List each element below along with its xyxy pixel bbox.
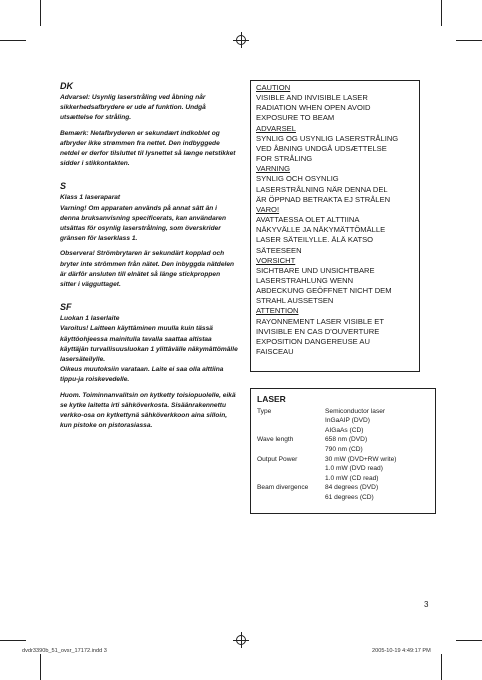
crop-mark-top-right-v bbox=[441, 0, 442, 26]
laser-spec-value: 658 nm (DVD) bbox=[325, 436, 368, 444]
section-heading-s: S bbox=[60, 181, 67, 192]
laser-spec-value: 30 mW (DVD+RW write) bbox=[325, 455, 397, 463]
caution-line: SYNLIG OG USYNLIG LASERSTRÅLING bbox=[256, 133, 399, 143]
paragraph-dk-warning: Advarsel: Usynlig laserstråling ved åbning når sikkerhedsafbrydere er ude af funktion. Undgå utsættelse for stråling. bbox=[60, 94, 206, 122]
laser-spec-key: Wave length bbox=[257, 436, 294, 444]
laser-spec-value: 1.0 mW (CD read) bbox=[325, 474, 379, 482]
laser-spec-value: 84 degrees (DVD) bbox=[325, 484, 379, 492]
paragraph-dk-note: Bemærk: Netafbryderen er sekundært indkoblet og afbryder ikke strømmen fra nettet. Den indbyggede netdel er derfor tilsluttet til lysnettet så længe netstikket sidder i stikkontakten. bbox=[60, 129, 236, 168]
laser-spec-key: Type bbox=[257, 407, 272, 415]
caution-heading: VARNING bbox=[256, 164, 291, 174]
caution-line: RADIATION WHEN OPEN AVOID bbox=[256, 103, 371, 113]
crop-mark-bottom-right-h bbox=[456, 640, 482, 641]
caution-heading: ATTENTION bbox=[256, 306, 299, 316]
caution-line: SYNLIG OCH OSYNLIG bbox=[256, 174, 339, 184]
caution-label-box bbox=[250, 80, 420, 372]
caution-line: VED ÅBNING UNDGÅ UDSÆTTELSE bbox=[256, 143, 387, 153]
caution-line: LASER SÄTEILYLLE. ÄLÄ KATSO bbox=[256, 235, 374, 245]
laser-spec-values bbox=[325, 483, 429, 502]
paragraph-sf-note: Huom. Toiminnanvalitsin on kytketty toisiopuolelle, eikä se kytke laitetta irti sähköverkosta. Sisäänrakennettu verkko-osa on kytkettynä sähköverkkoon aina silloin, kun pistoke on pistorasiassa. bbox=[60, 391, 236, 430]
registration-mark-bottom bbox=[233, 632, 249, 648]
laser-spec-values bbox=[325, 435, 429, 454]
caution-heading: CAUTION bbox=[256, 83, 291, 92]
caution-line: ÄR ÖPPNAD BETRAKTA EJ STRÅLEN bbox=[256, 194, 391, 204]
paragraph-s-note: Observera! Strömbrytaren är sekundärt kopplad och bryter inte strömmen från nätet. Den inbyggda nätdelen är därför ansluten till elnätet så länge stickproppen sitter i vägguttaget. bbox=[60, 250, 235, 289]
caution-heading: VORSICHT bbox=[256, 255, 296, 265]
crop-mark-top-left-h bbox=[0, 40, 26, 41]
caution-line: FAISCEAU bbox=[256, 347, 294, 357]
caution-line: AVATTAESSA OLET ALTTIINA bbox=[256, 215, 360, 225]
laser-spec-row bbox=[257, 483, 429, 502]
laser-spec-row bbox=[257, 435, 429, 454]
caution-heading: ADVARSEL bbox=[256, 123, 296, 133]
laser-spec-key: Output Power bbox=[257, 455, 298, 463]
laser-spec-key: Beam divergence bbox=[257, 484, 309, 492]
crop-mark-top-right-h bbox=[456, 40, 482, 41]
footer-timestamp: 2005-10-19 4:49:17 PM bbox=[372, 648, 431, 654]
caution-line: VISIBLE AND INVISIBLE LASER bbox=[256, 93, 368, 103]
caution-line: EXPOSURE TO BEAM bbox=[256, 113, 335, 123]
laser-spec-values bbox=[325, 455, 429, 484]
caution-line: LASERSTRÅLNING NÄR DENNA DEL bbox=[256, 184, 388, 194]
laser-spec-value: AIGaAs (CD) bbox=[325, 426, 364, 434]
crop-mark-bottom-right-v bbox=[441, 654, 442, 680]
laser-spec-value: InGaAIP (DVD) bbox=[325, 417, 370, 425]
laser-spec-value: 790 nm (CD) bbox=[325, 445, 363, 453]
caution-line: STRAHL AUSSETSEN bbox=[256, 296, 334, 306]
caution-heading: VARO! bbox=[256, 204, 280, 214]
caution-line: FOR STRÅLING bbox=[256, 154, 313, 164]
crop-mark-bottom-left-h bbox=[0, 640, 26, 641]
caution-line: NÄKYVÄLLE JA NÄKYMÄTTÖMÄLLE bbox=[256, 225, 386, 235]
caution-line: EXPOSITION DANGEREUSE AU bbox=[256, 336, 370, 346]
paragraph-s-warning: Klass 1 laseraparat Varning! Om apparaten används på annat sätt än i denna bruksanvisning specificerats, kan användaren utsättas för osynlig laserstrålning, som överskrider gränsen för laserklass 1. bbox=[60, 194, 227, 243]
caution-line: SÄTEESEEN bbox=[256, 245, 302, 255]
caution-line: LASERSTRAHLUNG WENN bbox=[256, 275, 354, 285]
laser-spec-value: 61 degrees (CD) bbox=[325, 493, 374, 501]
page-number: 3 bbox=[424, 600, 429, 609]
section-heading-sf: SF bbox=[60, 302, 72, 313]
section-heading-dk: DK bbox=[60, 81, 73, 91]
paragraph-sf-warning: Luokan 1 laserlaite Varoitus! Laitteen käyttäminen muulla kuin tässä käyttöohjeessa mainitulla tavalla saattaa altistaa käyttäjän turvallisuusluokan 1 ylittävälle näkymättömälle lasersäteilylle. Oikeus muutoksiin varataan. Laite ei saa olla alttiina tippu-ja roiskevedelle. bbox=[60, 315, 238, 384]
laser-spec-values bbox=[325, 407, 429, 436]
caution-line: SICHTBARE UND UNSICHTBARE bbox=[256, 265, 375, 275]
caution-line: RAYONNEMENT LASER VISIBLE ET bbox=[256, 316, 385, 326]
registration-mark-top bbox=[233, 32, 249, 48]
laser-spec-title: LASER bbox=[257, 394, 286, 404]
caution-line: INVISIBLE EN CAS D'OUVERTURE bbox=[256, 326, 380, 336]
laser-spec-value: 1.0 mW (DVD read) bbox=[325, 465, 383, 473]
laser-spec-row bbox=[257, 407, 429, 436]
footer-file-info: dvdr3390b_51_ovsr_17172.indd 3 bbox=[22, 648, 107, 654]
caution-line: ABDECKUNG GEÖFFNET NICHT DEM bbox=[256, 286, 392, 296]
laser-spec-value: Semiconductor laser bbox=[325, 407, 386, 415]
laser-spec-row bbox=[257, 455, 429, 484]
laser-spec-box bbox=[250, 388, 436, 514]
crop-mark-top-left-v bbox=[40, 0, 41, 26]
crop-mark-bottom-left-v bbox=[40, 654, 41, 680]
left-column bbox=[60, 80, 238, 436]
laser-spec-table bbox=[257, 407, 429, 503]
